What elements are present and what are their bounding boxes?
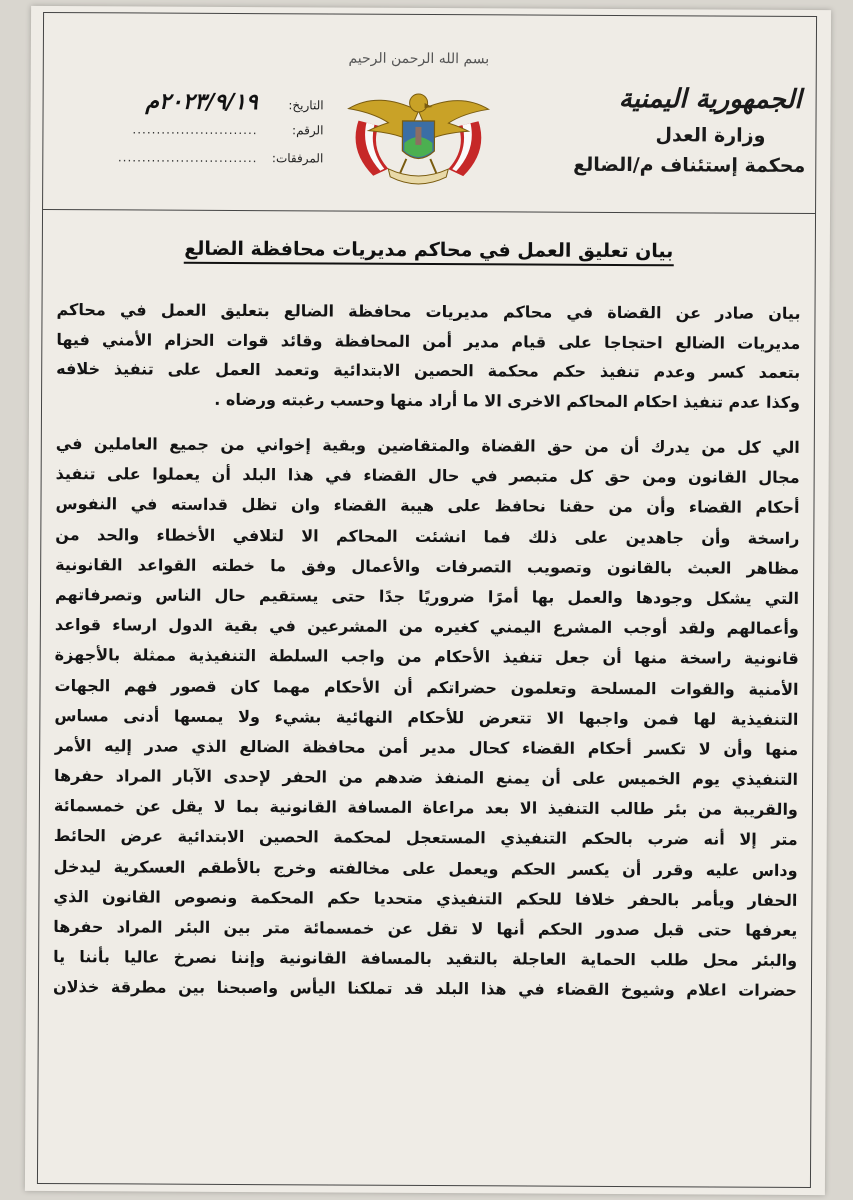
date-label: التاريخ: (288, 98, 324, 113)
text-line: وأعمالهم ولقد أوجب المشرع اليمني كغيره من المشرعين في بقية الدول ارساء قواعد (54, 615, 799, 639)
paragraph-1 (56, 295, 801, 417)
text-line: التنفيذية لها فمن واجبها الا تتعرض للأحكام النهائية بشيء ولا يمسها أدنى مساس (54, 705, 799, 729)
court-name: محكمة إستئناف م/الضالع (573, 153, 806, 177)
text-line: مجال القانون ومن حق كل متبصر في حال القضاء في هذا البلد أن يعملوا على تنفيذ (55, 464, 800, 488)
text-line: مظاهر العبث بالقانون وتصويب التصرفات والأعمال وفق ما خطته القواعد القانونية (55, 554, 800, 578)
text-line: الحفار ويأمر بالحفر خلافا للحكم التنفيذي متحديا حكم المحكمة ونصوص القانون الذي (53, 886, 798, 910)
document-sheet (25, 6, 831, 1195)
letterhead-left (83, 87, 323, 172)
yemen-eagle-emblem-icon (318, 50, 519, 201)
attachments-row (83, 143, 323, 172)
text-line: التنفيذي يوم الخميس على أن يمنع المنفذ ضدهم من الحفر لإحدى الآبار المراد حفرها (54, 766, 799, 790)
text-line: الأمنية والقوات المسلحة وتعلمون حضراتكم أن الأحكام مهما كان قصور فهم الجهات (54, 675, 799, 699)
republic-name: الجمهورية اليمنية (618, 83, 802, 115)
text-line: قانونية راسخة منها أن جعل تنفيذ الأحكام من واجب السلطة التنفيذية ممثلة بالأجهزة (54, 645, 799, 669)
ministry-name: وزارة العدل (655, 124, 766, 147)
date-value: ٢٠٢٣/٩/١٩م (145, 88, 258, 116)
attachments-value: ............................. (117, 150, 258, 166)
text-line: يعرفها حتى قبل صدور الحكم أنها لا تقل عن خمسمائة متر بين البئر المراد حفرها (53, 917, 798, 940)
letterhead-right (555, 84, 805, 177)
number-label: الرقم: (292, 123, 324, 138)
text-line: والقريبة من بئر طالب التنفيذ الا بعد مراعاة المسافة القانونية بما لا يقل عن خمسمائة (53, 796, 798, 820)
text-line: بتعمد كسر وعدم تنفيذ حكم محكمة الحصين الابتدائية وتعمد العمل على تنفيذ خلافه (56, 359, 801, 382)
text-line: وكذا عدم تنفيذ احكام المحاكم الاخرى الا ما أراد منها وحسب رغبته ورضاه . (214, 389, 801, 412)
document-title (43, 237, 815, 263)
text-line: مديريات الضالع احتجاجا على قيام مدير أمن المحافظة وقائد قوات الحزام الأمني فيها (56, 329, 801, 353)
text-line: راسخة وأن جاهدين على ذلك فما انشئت المحاكم الا لتلافي الأخطاء والحد من (55, 524, 800, 548)
text-line: متر إلا أنه ضرب بالحكم التنفيذي المستعجل لمحكمة الحصين الابتدائية عرض الحائط (53, 826, 798, 850)
text-line: التي يشكل وجودها والعمل بها أمرًا ضروريًا جدًا حتى يستقيم حال الناس وتصرفاتهم (54, 584, 800, 608)
document-title-text: بيان تعليق العمل في محاكم مديريات محافظة الضالع (184, 238, 673, 267)
page-frame (37, 12, 817, 1188)
basmala: بسم الله الرحمن الرحيم (348, 50, 490, 68)
document-body (53, 295, 801, 1006)
text-line: والبئر محل طلب الحماية العاجلة بالتقيد بالمسافة القانونية وإننا نصرخ عاليا بأننا يا (53, 947, 798, 971)
date-row (84, 87, 324, 116)
text-line: حضرات اعلام وشيوخ القضاء في هذا البلد قد تملكنا اليأس واصبحنا بين مطرقة خذلان (52, 977, 798, 1001)
paragraph-2 (53, 429, 800, 1006)
emblem-graphic (318, 50, 519, 201)
text-line: بيان صادر عن القضاة في محاكم مديريات محافظة الضالع بتعليق العمل في محاكم (56, 300, 801, 323)
text-line: منها وأن لا تكسر أحكام القضاء كحال مدير أمن محافظة الضالع الذي صدر إليه الأمر (54, 735, 799, 759)
number-row (83, 115, 323, 144)
text-line: الي كل من يدرك أن من حق القضاة والمتقاضين وبقية إخواني من جميع العاملين في (55, 434, 800, 457)
text-line: وداس عليه وقرر أن يكسر الحكم ويعمل على مخالفته وخرج بالأطقم العسكرية ليدخل (53, 856, 798, 880)
attachments-label: المرفقات: (271, 151, 324, 166)
text-line: أحكام القضاء وأن من حقنا نحافظ على هيبة القضاء وان تظل قداسته في النفوس (55, 494, 800, 518)
number-value: .......................... (132, 122, 258, 138)
letterhead (43, 13, 816, 214)
